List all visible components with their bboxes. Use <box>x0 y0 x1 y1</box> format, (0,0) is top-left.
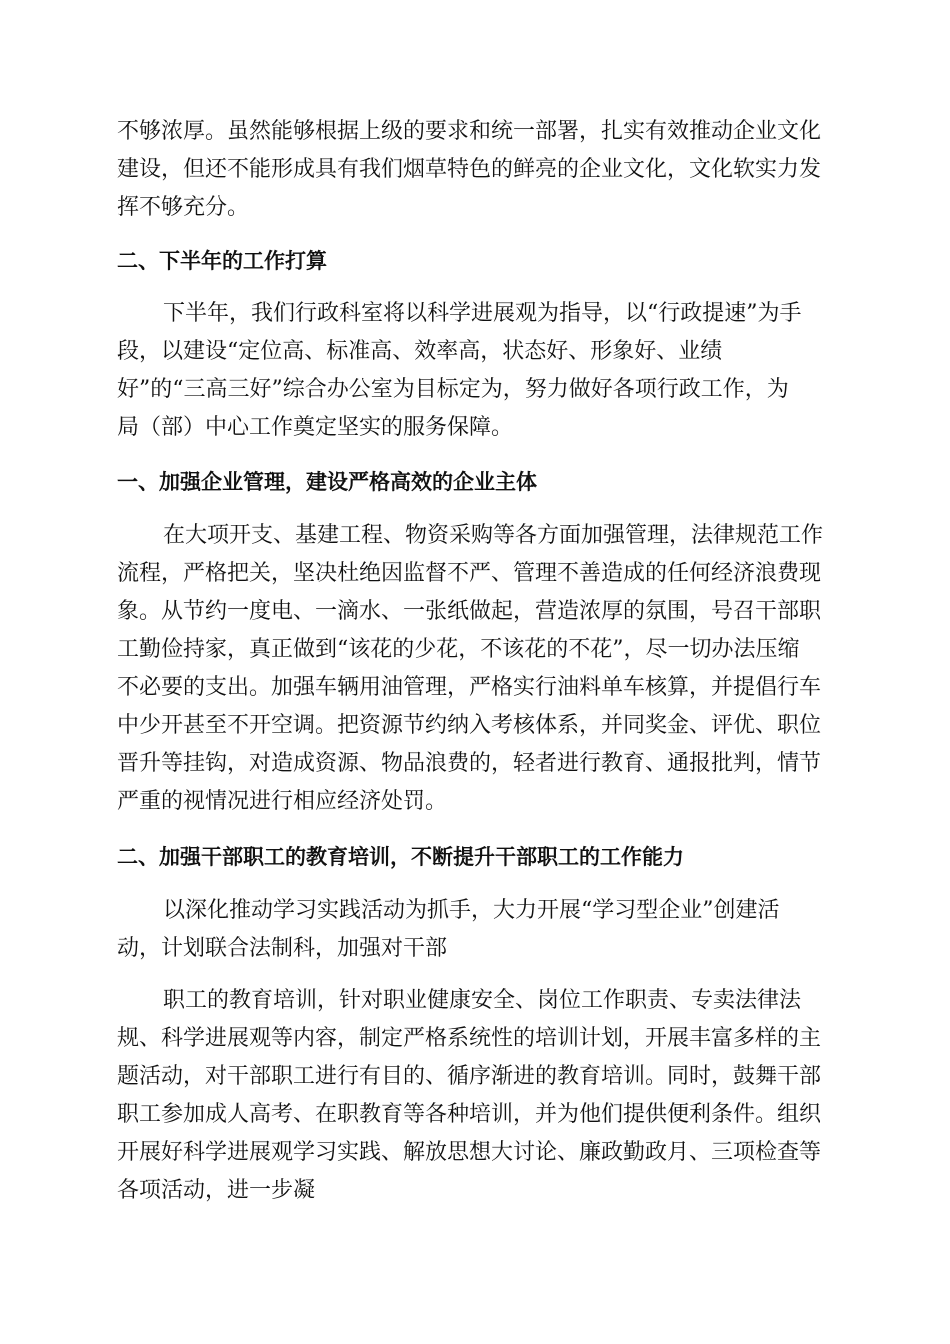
paragraph-line: 在大项开支、基建工程、物资采购等各方面加强管理，法律规范工作 <box>163 523 824 548</box>
paragraph-line: 职工的教育培训，针对职业健康安全、岗位工作职责、专卖法律法 <box>163 988 802 1013</box>
paragraph-line: 动，计划联合法制科，加强对干部 <box>117 936 448 961</box>
paragraph-line: 工勤俭持家，真正做到“该花的少花，不该花的不花”，尽一切办法压缩 <box>117 637 800 662</box>
paragraph-line: 不够浓厚。虽然能够根据上级的要求和统一部署，扎实有效推动企业文化 <box>117 119 822 144</box>
paragraph-line: 晋升等挂钩，对造成资源、物品浪费的，轻者进行教育、通报批判，情节 <box>117 751 822 776</box>
paragraph-line: 象。从节约一度电、一滴水、一张纸做起，营造浓厚的氛围，号召干部职 <box>117 599 822 624</box>
paragraph-line: 下半年，我们行政科室将以科学进展观为指导，以“行政提速”为手 <box>163 301 802 326</box>
paragraph-line: 不必要的支出。加强车辆用油管理，严格实行油料单车核算，并提倡行车 <box>117 675 822 700</box>
paragraph-line: 局（部）中心工作奠定坚实的服务保障。 <box>117 415 514 440</box>
paragraph-line: 流程，严格把关，坚决杜绝因监督不严、管理不善造成的任何经济浪费现 <box>117 561 822 586</box>
paragraph-line: 好”的“三高三好”综合办公室为目标定为，努力做好各项行政工作，为 <box>117 377 789 402</box>
section-heading: 二、下半年的工作打算 <box>117 248 327 273</box>
paragraph-line: 规、科学进展观等内容，制定严格系统性的培训计划，开展丰富多样的主 <box>117 1026 822 1051</box>
paragraph-line: 开展好科学进展观学习实践、解放思想大讨论、廉政勤政月、三项检查等 <box>117 1140 822 1165</box>
item-heading: 一、加强企业管理，建设严格高效的企业主体 <box>117 469 537 494</box>
paragraph-line: 各项活动，进一步凝 <box>117 1178 316 1203</box>
paragraph-line: 建设，但还不能形成具有我们烟草特色的鲜亮的企业文化，文化软实力发 <box>117 157 822 182</box>
item-heading: 二、加强干部职工的教育培训，不断提升干部职工的工作能力 <box>117 844 684 869</box>
paragraph-line: 以深化推动学习实践活动为抓手，大力开展“学习型企业”创建活 <box>163 898 780 923</box>
paragraph-line: 段，以建设“定位高、标准高、效率高，状态好、形象好、业绩 <box>117 339 723 364</box>
paragraph-line: 题活动，对干部职工进行有目的、循序渐进的教育培训。同时，鼓舞干部 <box>117 1064 822 1089</box>
paragraph-line: 职工参加成人高考、在职教育等各种培训，并为他们提供便利条件。组织 <box>117 1102 822 1127</box>
paragraph-line: 严重的视情况进行相应经济处罚。 <box>117 789 448 814</box>
paragraph-line: 中少开甚至不开空调。把资源节约纳入考核体系，并同奖金、评优、职位 <box>117 713 822 738</box>
paragraph-line: 挥不够充分。 <box>117 195 250 220</box>
